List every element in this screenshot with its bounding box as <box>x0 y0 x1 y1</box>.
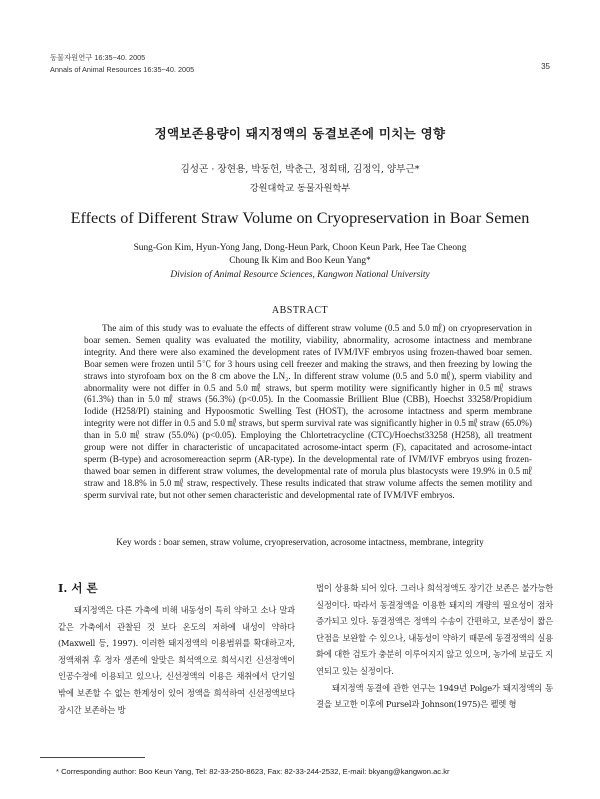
journal-header-english: Annals of Animal Resources 16:35~40. 2005 <box>50 65 195 74</box>
intro-column-right <box>316 580 553 713</box>
english-authors-line1: Sung-Gon Kim, Hyun-Yong Jang, Dong-Heun Park, Choon Keun Park, Hee Tae Cheong <box>133 243 467 253</box>
english-title: Effects of Different Straw Volume on Cryopreservation in Boar Semen <box>70 209 530 227</box>
intro-paragraph-2: 돼지정액 동결에 관한 연구는 1949년 Polge가 돼지정액의 동결을 보고한 이후에 Pursel과 Johnson(1975)은 펠렛 형 <box>316 682 553 710</box>
abstract-body: The aim of this study was to evaluate the effects of different straw volume (0.5 and 5.0 ㎖) on cryopreservation in boar semen. Semen quality was evaluated the motility, viability, abnormality, acrosome intactness and membrane integrity. And there were also examined the development rates of IVM/IVF embryos using frozen-thawed boar semen. Boar semen were frozen until 5℃ for 3 hours using cell freezer and making the straws, and then freezing by lowing the straws into styrofoam box on the 8 cm above the LN₂. In different straw volume (0.5 and 5.0 ㎖), sperm viability and abnormality were not differ in 0.5 and 5.0 ㎖ straws, but sperm motility were significantly higher in 0.5 ㎖ straws (61.3%) than in 5.0 ㎖ straws (56.3%) (p<0.05). In the Coomassie Brillient Blue (CBB), Hoechst 33258/Propidium Iodide (H258/PI) staining and Hypoosmotic Swelling Test (HOST), the acrosome intactness and sperm membrane integrity were not differ in 0.5 and 5.0 ㎖ straws, but sperm survival rate was significantly higher in 0.5 ㎖ straw (65.0%) than in 5.0 ㎖ straw (55.0%) (p<0.05). Employing the Chlortetracycline (CTC)/Hoechst33258 (H258), all treatment group were not differ in characteristic of uncapacitated acrosome-intact sperm (F), capacitated and acrosome-intact sperm (B-type) and acrosomereaction seprm (AR-type). In the developmental rate of IVM/IVF embryos using frozen-thawed boar semen in different straw volumes, the developmental rate of morula plus blastocysts were 19.9% in 0.5 ㎖ straw and 18.8% in 5.0 ㎖ straw, respectively. These results indicated that straw volume affects the semen motility and sperm survival rate, but not other semen characteristic and developmental rate of IVM/IVF embryos. <box>84 323 532 500</box>
intro-paragraph-1: 돼지정액은 다른 가축에 비해 내동성이 특히 약하고 소나 말과 같은 가축에서 관찰된 것 보다 온도의 저하에 내성이 약하다(Maxwell 등, 1997). 이러한 돼지정액의 이용범위를 확대하고자, 정액채취 후 정자 생존에 알맞은 희석액으로 희석시킨 신선정액이 인공수정에 이용되고 있으나, 신선정액의 이용은 채취에서 단기일 밖에 보존할 수 없는 한계성이 있어 정액을 희석하여 신선정액보다 장시간 보존하는 방 <box>58 605 295 715</box>
intro-paragraph-1-continued: 법이 상용화 되어 있다. 그러나 희석정액도 장기간 보존은 불가능한 실정이다. 따라서 동결정액을 이용한 돼지의 개량의 필요성이 점차 증가되고 있다. 동결정액은 정액의 수송이 간편하고, 보존성이 짧은 단점을 보완할 수 있으나, 내동성이 약하기 때문에 동결정액의 실용화에 대한 검토가 충분히 이루어지지 않고 있으며, 농가에 보급도 지연되고 있는 실정이다. <box>316 583 553 676</box>
footnote-rule <box>40 757 145 758</box>
korean-affiliation: 강원대학교 동물자원학부 <box>249 183 351 194</box>
korean-title: 정액보존용량이 돼지정액의 동결보존에 미치는 영향 <box>154 126 446 141</box>
english-affiliation: Division of Animal Resource Sciences, Kangwon National University <box>170 270 430 280</box>
abstract-heading: ABSTRACT <box>271 305 329 316</box>
keywords: Key words : boar semen, straw volume, cryopreservation, acrosome intactness, membrane, integrity <box>116 537 484 547</box>
korean-authors: 김성곤 · 장현용, 박동헌, 박춘근, 정희태, 김정익, 양부근* <box>180 164 420 175</box>
footnote-corresponding-author: * Corresponding author: Boo Keun Yang, Tel: 82-33-250-8623, Fax: 82-33-244-2532, E-mail: bkyang@kangwon.ac.kr <box>56 767 450 776</box>
section-heading-introduction: Ⅰ. 서 론 <box>58 581 98 595</box>
intro-column-left <box>58 602 295 718</box>
page-number: 35 <box>541 62 550 71</box>
english-authors-line2: Choung Ik Kim and Boo Keun Yang* <box>229 256 371 266</box>
journal-header-korean: 동물자원연구 16:35~40. 2005 <box>50 53 146 62</box>
